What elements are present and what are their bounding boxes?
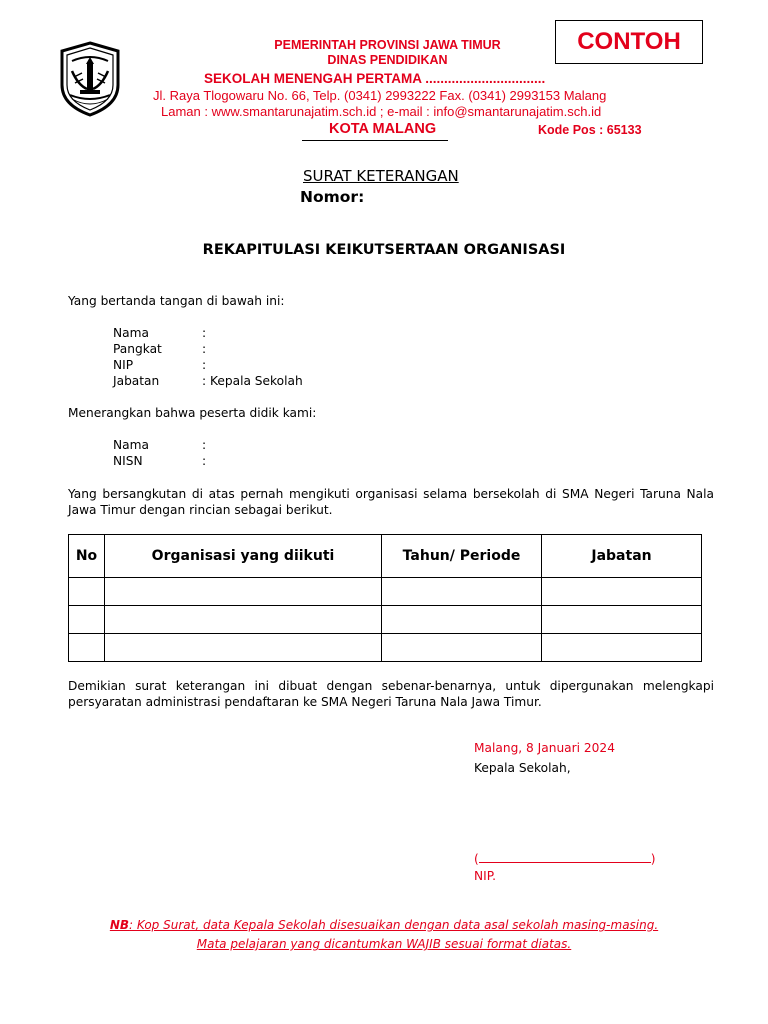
government-name: PEMERINTAH PROVINSI JAWA TIMUR (274, 38, 501, 52)
department-name: DINAS PENDIDIKAN (327, 53, 448, 67)
school-name: SEKOLAH MENENGAH PERTAMA ................................ (204, 71, 546, 86)
footnote-line-2: Mata pelajaran yang dicantumkan WAJIB sesuai format diatas. (196, 937, 572, 951)
signer-position-label: Jabatan (113, 374, 160, 388)
column-header-organization: Organisasi yang diikuti (105, 535, 382, 578)
signer-name-label: Nama (113, 326, 149, 340)
provincial-emblem-logo (58, 41, 122, 117)
letterhead-divider (302, 140, 448, 141)
signer-name-value: : (202, 326, 207, 340)
city-name: KOTA MALANG (329, 121, 437, 137)
student-intro: Menerangkan bahwa peserta didik kami: (68, 406, 317, 420)
table-cell (69, 634, 105, 662)
table-row (69, 578, 702, 606)
student-name-value: : (202, 438, 207, 452)
table-cell (69, 606, 105, 634)
school-address: Jl. Raya Tlogowaru No. 66, Telp. (0341) 2993222 Fax. (0341) 2993153 Malang (153, 88, 607, 103)
column-header-position: Jabatan (542, 535, 702, 578)
footnote-line-1: NB: Kop Surat, data Kepala Sekolah disesuaikan dengan data asal sekolah masing-masing. (109, 918, 659, 932)
signer-position-value: : Kepala Sekolah (202, 374, 303, 388)
school-contacts: Laman : www.smantarunajatim.sch.id ; e-mail : info@smantarunajatim.sch.id (161, 104, 602, 119)
signature-nip: NIP. (474, 869, 497, 883)
table-cell (382, 606, 542, 634)
signer-rank-label: Pangkat (113, 342, 162, 356)
column-header-period: Tahun/ Periode (382, 535, 542, 578)
table-cell (105, 634, 382, 662)
signature-position: Kepala Sekolah, (474, 761, 571, 775)
signer-nip-label: NIP (113, 358, 134, 372)
document-number-label: Nomor: (300, 188, 365, 206)
table-cell (542, 578, 702, 606)
student-nisn-value: : (202, 454, 207, 468)
signature-place-date: Malang, 8 Januari 2024 (474, 741, 615, 755)
column-header-no: No (69, 535, 105, 578)
table-row (69, 634, 702, 662)
student-nisn-label: NISN (113, 454, 143, 468)
table-cell (382, 634, 542, 662)
footnote-label: NB (109, 918, 130, 932)
postal-code: Kode Pos : 65133 (538, 123, 642, 137)
signer-rank-value: : (202, 342, 207, 356)
signature-blank (479, 851, 651, 863)
document-heading: REKAPITULASI KEIKUTSERTAAN ORGANISASI (202, 242, 566, 258)
table-row (69, 606, 702, 634)
table-cell (105, 578, 382, 606)
student-name-label: Nama (113, 438, 149, 452)
organization-table (68, 534, 702, 662)
signature-name-line: ( ) (474, 852, 656, 866)
table-cell (69, 578, 105, 606)
document-title: SURAT KETERANGAN (303, 167, 459, 185)
signer-nip-value: : (202, 358, 207, 372)
signer-intro: Yang bertanda tangan di bawah ini: (68, 294, 285, 308)
statement-paragraph: Yang bersangkutan di atas pernah mengikuti organisasi selama bersekolah di SMA Negeri Taruna Nala Jawa Timur dengan rincian sebagai berikut. (68, 487, 714, 517)
table-cell (542, 606, 702, 634)
table-cell (105, 606, 382, 634)
table-cell (382, 578, 542, 606)
contoh-stamp: CONTOH (555, 20, 703, 64)
closing-paragraph: Demikian surat keterangan ini dibuat dengan sebenar-benarnya, untuk dipergunakan melengkapi persyaratan administrasi pendaftaran ke SMA Negeri Taruna Nala Jawa Timur. (68, 679, 714, 709)
table-cell (542, 634, 702, 662)
table-header-row (69, 535, 702, 578)
